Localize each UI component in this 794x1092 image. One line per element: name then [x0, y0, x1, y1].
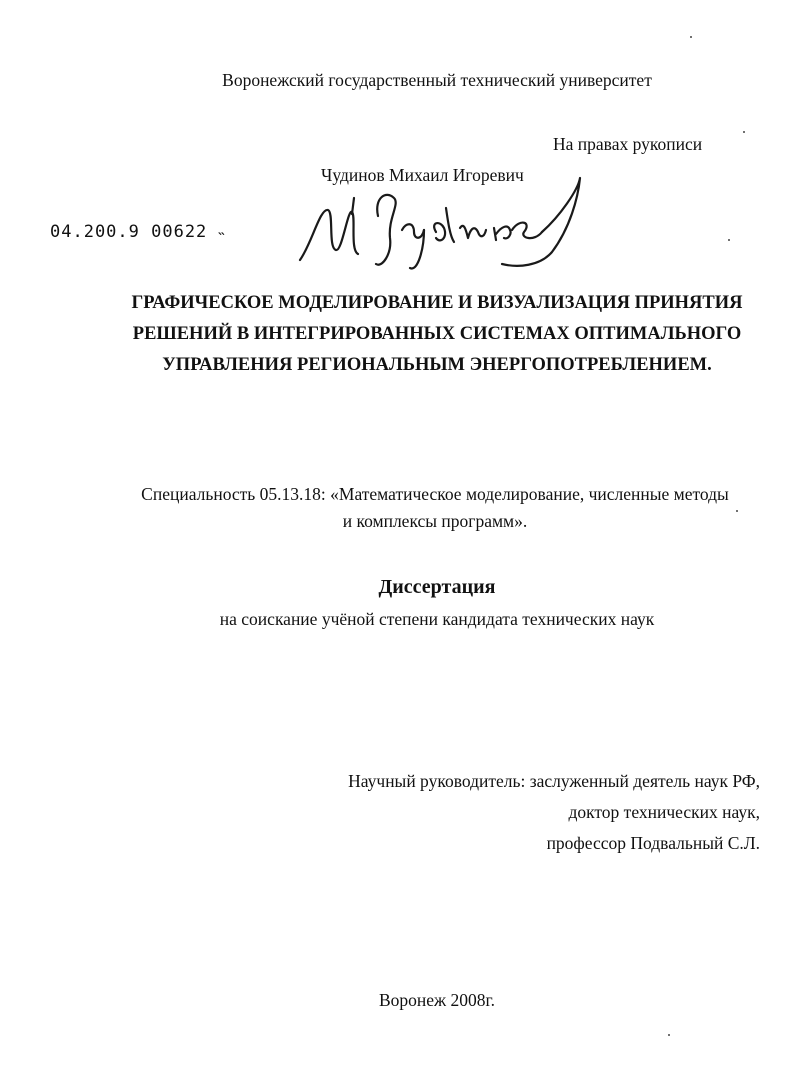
specialty-line: и комплексы программ». [342, 511, 528, 531]
archive-number-stamp [50, 222, 230, 243]
supervisor-line: Научный руководитель: заслуженный деятель наук РФ, [348, 771, 760, 791]
stamp-mark-icon: ˵ [218, 222, 230, 242]
title-line: РЕШЕНИЙ В ИНТЕГРИРОВАННЫХ СИСТЕМАХ ОПТИМАЛЬНОГО [132, 324, 742, 344]
archive-number-text: 04.200.9 00622 [50, 222, 208, 242]
document-type: Диссертация [378, 576, 496, 598]
scan-speck [668, 1034, 670, 1036]
author-name: Чудинов Михаил Игоревич [321, 165, 524, 185]
scan-speck [728, 239, 730, 241]
degree-statement: на соискание учёной степени кандидата технических наук [219, 609, 655, 629]
supervisor-line: профессор Подвальный С.Л. [546, 833, 760, 853]
dissertation-title [0, 288, 794, 381]
title-line: УПРАВЛЕНИЯ РЕГИОНАЛЬНЫМ ЭНЕРГОПОТРЕБЛЕНИЕМ. [162, 355, 712, 375]
university-name: Воронежский государственный технический университет [222, 70, 652, 90]
scan-speck [690, 36, 692, 38]
specialty-line: Специальность 05.13.18: «Математическое моделирование, численные методы [141, 484, 729, 504]
specialty [115, 481, 755, 535]
city-year: Воронеж 2008г. [378, 990, 496, 1010]
author-signature [290, 168, 590, 278]
rights-notice: На правах рукописи [553, 134, 703, 154]
scan-speck [743, 131, 745, 133]
scan-speck [736, 510, 738, 512]
title-line: ГРАФИЧЕСКОЕ МОДЕЛИРОВАНИЕ И ВИЗУАЛИЗАЦИЯ ПРИНЯТИЯ [131, 293, 743, 313]
supervisor-line: доктор технических наук, [568, 802, 760, 822]
supervisor-block [300, 766, 760, 859]
